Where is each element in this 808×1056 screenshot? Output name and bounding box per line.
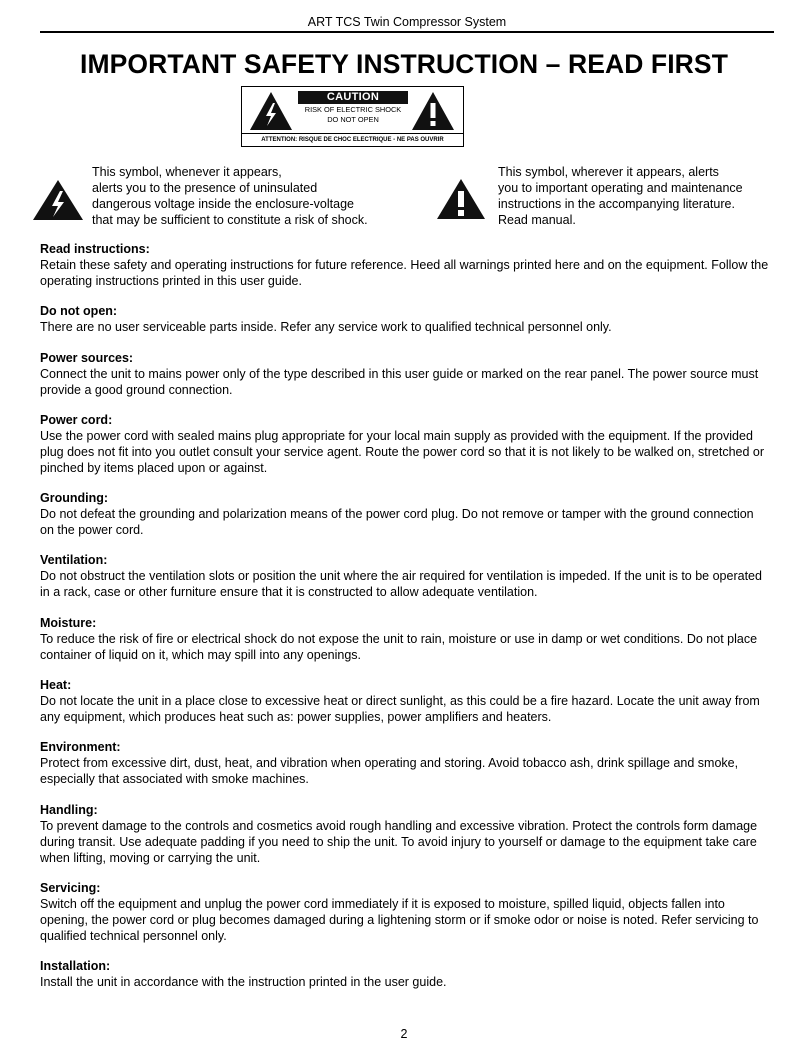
symbol-text-manual [498,164,743,228]
symbol-line: you to important operating and maintenance [498,181,743,195]
section-body: Retain these safety and operating instructions for future reference. Heed all warnings printed here and on the equipment. Follow the operating instructions printed in this user guide. [40,258,769,288]
section-heading: Heat: [40,678,72,692]
section-power-cord [40,412,770,476]
section-do-not-open [40,303,770,335]
page-number: 2 [400,1027,408,1041]
symbol-text-shock [92,164,368,228]
symbol-explanation-shock [32,164,402,230]
section-body: There are no user serviceable parts inside. Refer any service work to qualified technical personnel only. [40,320,612,334]
section-body: Do not defeat the grounding and polarization means of the power cord plug. Do not remove or tamper with the ground connection on the power cord. [40,507,754,537]
section-heading: Do not open: [40,304,118,318]
caution-center [298,91,408,124]
section-installation [40,958,770,990]
section-heading: Grounding: [40,491,109,505]
section-read-instructions [40,241,770,289]
symbol-line: that may be sufficient to constitute a risk of shock. [92,213,368,227]
page-header: ART TCS Twin Compressor System [307,15,507,29]
section-heading: Servicing: [40,881,101,895]
symbol-line: This symbol, whenever it appears, [92,165,282,179]
exclamation-warning-icon [411,91,455,131]
section-heading: Power sources: [40,351,134,365]
section-power-sources [40,350,770,398]
lightning-bolt-warning-icon [249,91,293,131]
symbol-line: alerts you to the presence of uninsulated [92,181,318,195]
section-body: To prevent damage to the controls and cosmetics avoid rough handling and excessive vibration. Protect the controls form damage during transit. Use adequate padding if you need to ship the unit. To avoid injury to yourself or damage to the equipment take care when lifting, moving or carrying the unit. [40,819,758,865]
page-title: IMPORTANT SAFETY INSTRUCTION – READ FIRST [80,49,728,79]
section-heat [40,677,770,725]
symbol-line: dangerous voltage inside the enclosure-voltage [92,197,354,211]
caution-line-2: DO NOT OPEN [327,115,379,124]
section-heading: Handling: [40,803,98,817]
section-ventilation [40,552,770,600]
caution-footer: ATTENTION: RISQUE DE CHOC ELECTRIQUE - NE PAS OUVRIR [242,133,463,146]
header-rule [40,31,774,33]
section-handling [40,802,770,866]
symbol-line: instructions in the accompanying literature. [498,197,735,211]
section-moisture [40,615,770,663]
section-body: Use the power cord with sealed mains plug appropriate for your local main supply as provided with the equipment. If the provided plug does not fit into you outlet consult your service agent. Route the power cord so that it is not likely to be walked on, stretched or pinched by items placed upon or against. [40,429,765,475]
section-body: Switch off the equipment and unplug the power cord immediately if it is exposed to moisture, spilled liquid, objects fallen into opening, the power cord or plug becomes damaged during a lightening storm or if smoke odor or noise is noted. Refer servicing to qualified technical personnel only. [40,897,759,943]
section-grounding [40,490,770,538]
section-body: Install the unit in accordance with the instruction printed in the user guide. [40,975,447,989]
caution-line-1: RISK OF ELECTRIC SHOCK [304,105,402,114]
caution-label [241,86,464,147]
section-heading: Environment: [40,740,121,754]
section-heading: Read instructions: [40,242,150,256]
section-heading: Moisture: [40,616,97,630]
symbol-explanation-manual [436,164,776,230]
symbol-line: This symbol, wherever it appears, alerts [498,165,719,179]
caution-banner: CAUTION [298,91,408,104]
section-body: Do not locate the unit in a place close to excessive heat or direct sunlight, as this could be a fire hazard. Locate the unit away from any equipment, which produces heat such as: power supplies, power amplifiers and heaters. [40,694,760,724]
section-body: Protect from excessive dirt, dust, heat, and vibration when operating and storing. Avoid tobacco ash, drink spillage and smoke, especially that associated with smoke machines. [40,756,739,786]
section-heading: Installation: [40,959,111,973]
section-heading: Ventilation: [40,553,108,567]
section-body: Do not obstruct the ventilation slots or position the unit where the air required for ventilation is impeded. If the unit is to be operated in a rack, case or other furniture ensure that it is constructed to allow adequate ventilation. [40,569,762,599]
section-body: To reduce the risk of fire or electrical shock do not expose the unit to rain, moisture or use in damp or wet conditions. Do not place container of liquid on it, which may spill into any openings. [40,632,758,662]
section-body: Connect the unit to mains power only of the type described in this user guide or marked on the rear panel. The power source must provide a good ground connection. [40,367,759,397]
lightning-bolt-warning-icon [32,179,84,221]
exclamation-warning-icon [436,178,486,220]
section-heading: Power cord: [40,413,113,427]
symbol-line: Read manual. [498,213,576,227]
section-servicing [40,880,770,944]
section-environment [40,739,770,787]
